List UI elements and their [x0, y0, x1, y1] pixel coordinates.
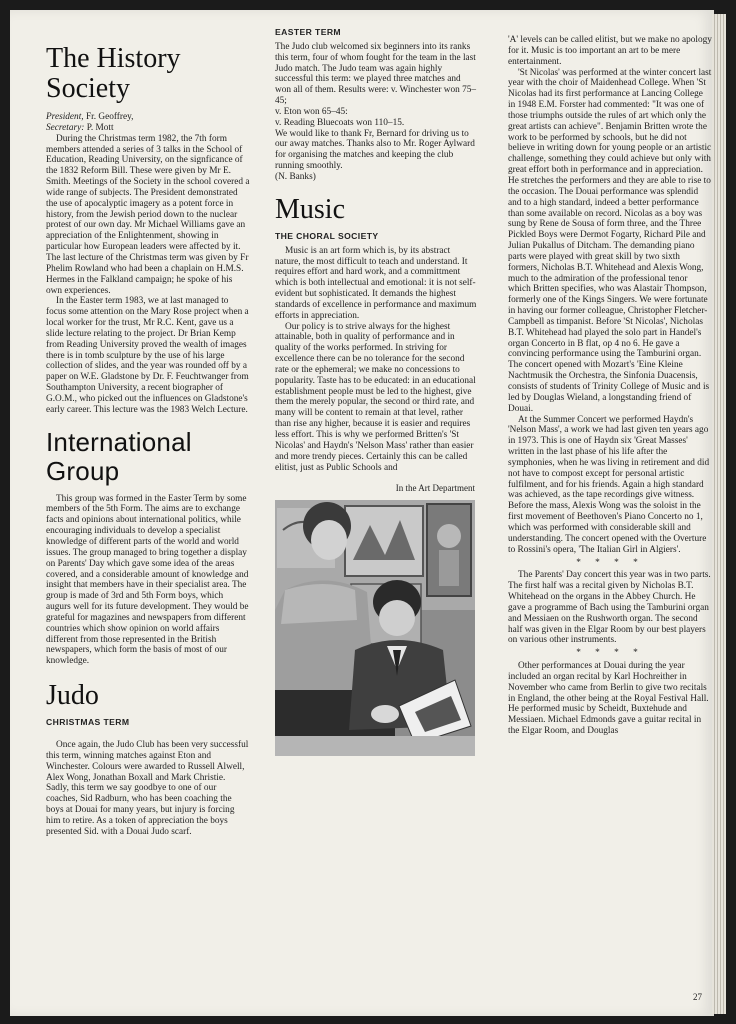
international-title-line2: Group	[46, 455, 120, 486]
history-title-line1: The History	[46, 43, 181, 74]
section-divider-stars: * * * *	[576, 557, 644, 568]
history-society-heading	[46, 44, 250, 104]
judo-result-eton: v. Eton won 65–45:	[275, 106, 348, 117]
column-left	[46, 38, 250, 838]
music-heading: Music	[275, 193, 345, 225]
history-officers-secretary	[46, 123, 250, 134]
history-paragraph-2: In the Easter term 1983, we at last managed to focus some attention on the Mary Rose project when a local worker for the trust, Mr R.C. Kent, gave us a slide lecture relating to the project. Dr Brian Kemp from Reading University proved the wealth of images there is in tomb sculpture by the use of his large collection of slides, and the year was rounded off by a paper on W.E. Gladstone by Dr. F. Feuchtwanger from Southampton University, a recent biographer of G.O.M., who picked out the influences on Gladstone's early career. This lecture was the 1983 Welch Lecture.	[46, 296, 249, 415]
page-number: 27	[693, 992, 702, 1002]
music-paragraph-3: 'A' levels can be called elitist, but we make no apology for it. Music is too important an art to be mere entertainment.	[508, 35, 712, 67]
judo-paragraph-2: The Judo club welcomed six beginners into its ranks this term, four of whom fought for the team in the last Judo match. The Judo team was again highly successful this term: we played three matches and won all of them. Results were: v. Winchester won 75–45;	[275, 41, 477, 107]
page-edges	[712, 14, 726, 1014]
judo-signature: (N. Banks)	[275, 171, 316, 182]
international-paragraph: This group was formed in the Easter Term by some members of the 5th Form. The aims are to exchange facts and opinions about international politics, while encouraging individuals to develop a specialist knowledge of different parts of the world and world issues. The group managed to bring together a display on Parents' Day which gave some idea of the areas covered, and a considerable amount of knowledge and insight that members have in their specialist area. The group is made of 3rd and 5th Form boys, which augurs well for its future development. They would be grateful for magazines and newspapers from different countries which show opinion on world affairs different from those represented in the British newspapers, which form the basis of most of our knowledge.	[46, 493, 249, 667]
section-divider-stars-2: * * * *	[576, 648, 644, 659]
art-department-photo-illustration	[275, 500, 475, 756]
history-paragraph-1: During the Christmas term 1982, the 7th form members attended a series of 3 talks in the School of Education, Reading University, on the signficance of the 1832 Reform Bill. These were given by Mr E. Smith. Meetings of the Society in the school covered a wide range of subjects. The President demonstrated the use of apocalyptic imagery as a potent force in history, from the Jewish period down to the nuclear protest of our own day. Mr Michael Williams gave an appreciation of the Enlightenment, showing in particular how European leaders were affected by it. The last lecture of the Christmas term was given by Fr Phelim Rowland who had been a chaplain on H.M.S. Hermes in the Falkland campaign; he spoke of his own experiences.	[46, 133, 250, 296]
photo-caption: In the Art Department	[395, 483, 475, 494]
judo-heading: Judo	[46, 680, 99, 712]
column-middle	[275, 27, 477, 756]
judo-easter-term-heading: EASTER TERM	[275, 27, 341, 37]
secretary-value: P. Mott	[84, 122, 114, 133]
president-value: Fr. Geoffrey,	[83, 112, 134, 122]
music-paragraph-1: Music is an art form which is, by its abstract nature, the most difficult to teach and understand. It requires effort and hard work, and a committment which is both intellectual and emotional: it is not self-evident but sophisticated. It demands the highest standards of excellence in performance and maximum efforts in appreciation.	[275, 245, 477, 321]
history-title-line2: Society	[46, 73, 130, 104]
music-paragraph-5: At the Summer Concert we performed Haydn's 'Nelson Mass', a work we had last given ten years ago in 1973. This is one of Haydn six 'Great Masses' written in the last phase of his life after the symphonies, when he was living in retirement and did not have to compost except for personal artistic fulfilment, and for his friends. Again a high standard was achieved, as the tape recordings give witness. Before the mass, Alexis Wong was the soloist in the first movement of Beethoven's Piano Concerto no 1, which was performed with considerable skill and understanding. The concert opened with the Overture to Rossini's opera, 'The Italian Girl in Algiers'.	[508, 414, 710, 555]
judo-paragraph-3: We would like to thank Fr, Bernard for driving us to our away matches. Thanks also to Mr. Roger Aylward for organising the matches and keeping the club running smoothly.	[275, 128, 475, 172]
president-label: President,	[46, 112, 84, 122]
music-paragraph-6: The Parents' Day concert this year was in two parts. The first half was a recital given by Nicholas B.T. Whitehead on the organs in the Abbey Church. He gave a programme of Bach using the Tamburini organ and Messiaen on the Rushworth organ. The second half was given in the Elgar Room by our best players on various other instruments.	[508, 570, 711, 646]
judo-christmas-term-heading: CHRISTMAS TERM	[46, 717, 130, 728]
choral-society-heading: THE CHORAL SOCIETY	[275, 230, 379, 241]
judo-result-reading: v. Reading Bluecoats won 110–15.	[275, 117, 405, 128]
music-paragraph-2: Our policy is to strive always for the highest attainable, both in quality of performance and in quality of the works performed. In striving for excellence there can be no tolerance for the second rate or the ephemeral; we make no concessions to popularity. Taste has to be educated: in an educational establishment people must be led to the highest, give them the merely popular, the second or third rate, and many will be content to remain at that level, rather than rise any higher, because it is easier and requires less effort. This is why we performed Britten's 'St Nicolas' and Haydn's 'Nelson Mass' rather than easier and more trendy pieces. Certainly this can be called elitist, just as Public Schools and	[275, 321, 476, 473]
secretary-label: Secretary:	[46, 122, 85, 133]
music-paragraph-4: 'St Nicolas' was performed at the winter concert last year with the choir of Maidenhead College. When 'St Nicolas had its first performance at Lancing College in 1948 E.M. Forster had commented: "It was one of those triumphs outside the rules of art which only the great artists can achieve". Benjamin Britten wrote the work to be performed by schools, but he did not believe in writing down for young people or an artistic challenge, something they could achieve but only with great effort both in performance and in appreciation. He stretches the performers and they are able to rise to the occasion. The Douai performance was splendid and to a high standard, indeed a better performance than some available on record. Nicolas as a boy was sung by Rene de Sousa of form three, and the Three Pickled Boys were Dermot Fogarty, Richard Pile and Julian Pukallus of Ditcham. The demanding piano parts were played with great skill by two sixth formers, Nicholas B.T. Whitehead and Alexis Wong, much to the admiration of the professional tenor which Britten specifies, who was Alastair Thompson, formerly one of the Kings Singers. We were fortunate in having our former colleague, Christopher Fletcher-Campbell as timpanist. Before 'St Nicolas', Nicholas B.T. Whitehead had played the solo part in Handel's organ Concerto in B flat, op 4 no 6. He gave a convincing performance using the Tamburini organ. The concert opened with Mozart's 'Eine Kleine Nachtmusik the Orchestra, the Sinfonia Duacensis, consists of students of Trinity College of Music and is led by Douglas Wieland, a longstanding friend of Douai.	[508, 67, 712, 414]
magazine-page	[10, 10, 714, 1016]
column-right	[508, 35, 712, 737]
international-title-line1: International	[46, 426, 192, 457]
art-department-photo	[275, 500, 475, 756]
music-paragraph-7: Other performances at Douai during the year included an organ recital by Karl Hochreither in November who came from Berlin to give two recitals in England, the other being at the Royal Festival Hall. He performed music by Scheidt, Buxtehude and Messiaen. Michael Edmonds gave a guitar recital in the Elgar Room, and Douglas	[508, 661, 709, 737]
international-group-heading	[46, 428, 250, 486]
judo-paragraph-1: Once again, the Judo Club has been very successful this term, winning matches against Eton and Winchester. Colours were awarded to Russell Alwell, Alex Wong, Jonathan Boxall and Mark Christie. Sadly, this term we say goodbye to one of our coaches, Sid Radburn, who has been coaching the boys at Douai for many years, but injury is forcing him to retire. As a token of appreciation the boys presented Sid. with a Douai Judo scarf.	[46, 739, 249, 837]
history-officers-president	[46, 112, 250, 123]
